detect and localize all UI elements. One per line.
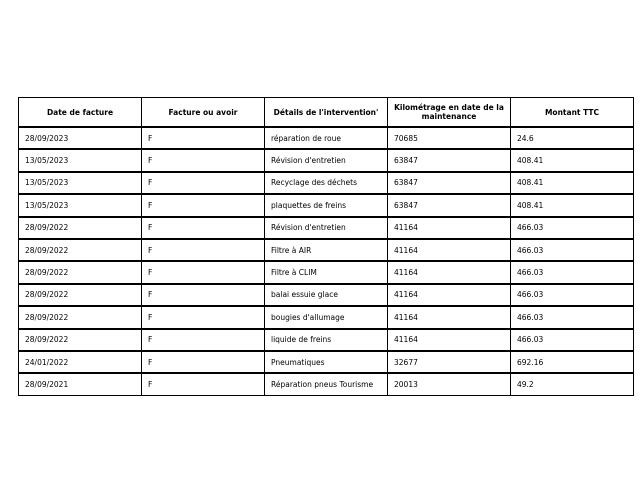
table-row [19, 329, 634, 351]
table-row [19, 239, 634, 261]
cell-invoice-or-credit: F [142, 329, 265, 351]
cell-mileage: 70685 [388, 127, 511, 149]
cell-invoice-or-credit: F [142, 194, 265, 216]
cell-mileage: 63847 [388, 149, 511, 171]
cell-invoice-date: 28/09/2022 [19, 239, 142, 261]
cell-invoice-date: 28/09/2021 [19, 373, 142, 395]
cell-mileage: 41164 [388, 217, 511, 239]
cell-invoice-date: 28/09/2022 [19, 284, 142, 306]
maintenance-invoice-sheet [18, 97, 633, 396]
header-mileage: Kilométrage en date de la maintenance [388, 98, 511, 127]
cell-invoice-date: 28/09/2022 [19, 217, 142, 239]
cell-mileage: 41164 [388, 261, 511, 283]
cell-amount-ttc: 466.03 [511, 284, 634, 306]
cell-amount-ttc: 466.03 [511, 261, 634, 283]
cell-intervention-details: plaquettes de freins [265, 194, 388, 216]
table-header-row [19, 98, 634, 127]
table-row [19, 284, 634, 306]
header-amount-ttc: Montant TTC [511, 98, 634, 127]
cell-intervention-details: Révision d'entretien [265, 217, 388, 239]
table-body [19, 127, 634, 396]
table-row [19, 261, 634, 283]
cell-intervention-details: balai essuie glace [265, 284, 388, 306]
cell-invoice-or-credit: F [142, 127, 265, 149]
table-row [19, 217, 634, 239]
cell-intervention-details: Pneumatiques [265, 351, 388, 373]
cell-invoice-date: 28/09/2022 [19, 306, 142, 328]
cell-invoice-or-credit: F [142, 351, 265, 373]
cell-amount-ttc: 466.03 [511, 217, 634, 239]
cell-invoice-or-credit: F [142, 373, 265, 395]
table-row [19, 373, 634, 395]
cell-mileage: 41164 [388, 306, 511, 328]
cell-amount-ttc: 24.6 [511, 127, 634, 149]
table-row [19, 172, 634, 194]
cell-invoice-date: 13/05/2023 [19, 194, 142, 216]
cell-invoice-date: 28/09/2022 [19, 329, 142, 351]
table-row [19, 351, 634, 373]
table-row [19, 149, 634, 171]
cell-intervention-details: Filtre à AIR [265, 239, 388, 261]
table-row [19, 127, 634, 149]
header-intervention-details: Détails de l'intervention' [265, 98, 388, 127]
cell-mileage: 63847 [388, 194, 511, 216]
cell-mileage: 41164 [388, 284, 511, 306]
cell-invoice-or-credit: F [142, 239, 265, 261]
cell-mileage: 32677 [388, 351, 511, 373]
cell-invoice-date: 28/09/2023 [19, 127, 142, 149]
cell-intervention-details: liquide de freins [265, 329, 388, 351]
cell-amount-ttc: 408.41 [511, 194, 634, 216]
cell-amount-ttc: 49.2 [511, 373, 634, 395]
cell-invoice-or-credit: F [142, 284, 265, 306]
cell-invoice-date: 13/05/2023 [19, 149, 142, 171]
maintenance-table [18, 97, 634, 396]
cell-invoice-or-credit: F [142, 149, 265, 171]
cell-invoice-or-credit: F [142, 261, 265, 283]
cell-intervention-details: Réparation pneus Tourisme [265, 373, 388, 395]
table-row [19, 306, 634, 328]
cell-invoice-date: 13/05/2023 [19, 172, 142, 194]
cell-mileage: 41164 [388, 329, 511, 351]
cell-amount-ttc: 408.41 [511, 172, 634, 194]
cell-intervention-details: réparation de roue [265, 127, 388, 149]
cell-mileage: 41164 [388, 239, 511, 261]
cell-intervention-details: Recyclage des déchets [265, 172, 388, 194]
cell-intervention-details: Filtre à CLIM [265, 261, 388, 283]
cell-amount-ttc: 692.16 [511, 351, 634, 373]
cell-invoice-date: 24/01/2022 [19, 351, 142, 373]
cell-mileage: 20013 [388, 373, 511, 395]
cell-amount-ttc: 408.41 [511, 149, 634, 171]
cell-invoice-date: 28/09/2022 [19, 261, 142, 283]
cell-amount-ttc: 466.03 [511, 306, 634, 328]
table-row [19, 194, 634, 216]
cell-invoice-or-credit: F [142, 172, 265, 194]
cell-invoice-or-credit: F [142, 217, 265, 239]
header-invoice-date: Date de facture [19, 98, 142, 127]
cell-intervention-details: Révision d'entretien [265, 149, 388, 171]
cell-intervention-details: bougies d'allumage [265, 306, 388, 328]
cell-mileage: 63847 [388, 172, 511, 194]
header-invoice-or-credit: Facture ou avoir [142, 98, 265, 127]
cell-amount-ttc: 466.03 [511, 329, 634, 351]
cell-invoice-or-credit: F [142, 306, 265, 328]
cell-amount-ttc: 466.03 [511, 239, 634, 261]
